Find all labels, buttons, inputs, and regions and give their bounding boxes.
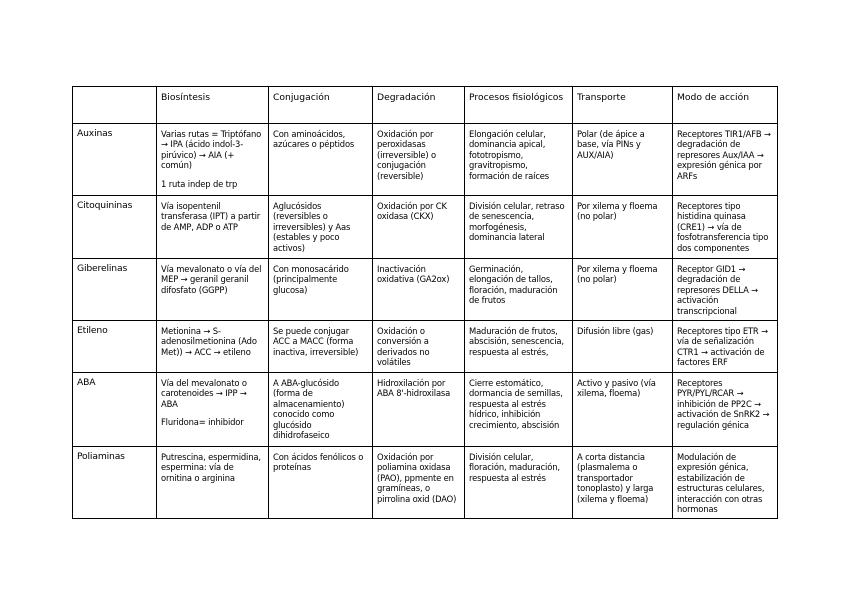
table-cell: Hidroxilación por ABA 8'-hidroxilasa xyxy=(373,373,465,447)
row-header-auxinas: Auxinas xyxy=(73,124,157,196)
table-cell: Inactivación oxidativa (GA2ox) xyxy=(373,259,465,321)
header-cell-transporte: Transporte xyxy=(573,87,673,124)
table-cell: Por xilema y floema (no polar) xyxy=(573,259,673,321)
header-cell-procesos: Procesos fisiológicos xyxy=(465,87,573,124)
table-cell: Polar (de ápice a base, vía PINs y AUX/AIA) xyxy=(573,124,673,196)
row-header-aba: ABA xyxy=(73,373,157,447)
header-cell-conjugacion: Conjugación xyxy=(269,87,373,124)
row-header-etileno: Etileno xyxy=(73,321,157,373)
cell-paragraph: Varias rutas = Triptófano → IPA (ácido indol-3-pirúvico) → AIA (+ común) xyxy=(161,129,262,171)
table-cell: Germinación, elongación de tallos, floración, maduración de frutos xyxy=(465,259,573,321)
table-cell: Oxidación por poliamina oxidasa (PAO), ppmente en gramíneas, o pirrolina oxid (DAO) xyxy=(373,447,465,519)
header-cell-biosintesis: Biosíntesis xyxy=(157,87,269,124)
table-cell: Difusión libre (gas) xyxy=(573,321,673,373)
table-cell xyxy=(157,373,269,447)
table-row xyxy=(73,259,778,321)
header-cell-degradacion: Degradación xyxy=(373,87,465,124)
table-cell: Cierre estomático, dormancia de semillas, respuesta al estrés hídrico, inhibición crecimiento, abscisión xyxy=(465,373,573,447)
table-cell: División celular, floración, maduración, respuesta al estrés xyxy=(465,447,573,519)
table-row xyxy=(73,196,778,259)
table-row xyxy=(73,373,778,447)
table-row xyxy=(73,447,778,519)
table-cell xyxy=(157,124,269,196)
cell-paragraph: Vía del mevalonato o carotenoides → IPP → ABA xyxy=(161,378,247,409)
cell-paragraph: 1 ruta indep de trp xyxy=(161,178,238,189)
hormone-comparison-table xyxy=(72,86,778,519)
table-cell: Receptores TIR1/AFB → degradación de represores Aux/IAA → expresión génica por ARFs xyxy=(673,124,778,196)
table-cell: Receptor GID1 → degradación de represores DELLA → activación transcripcional xyxy=(673,259,778,321)
row-header-giberelinas: Giberelinas xyxy=(73,259,157,321)
header-cell-empty xyxy=(73,87,157,124)
table-cell: Con monosacárido (principalmente glucosa) xyxy=(269,259,373,321)
table-cell: Metionina → S-adenosilmetionina (Ado Met)) → ACC → etileno xyxy=(157,321,269,373)
table-cell: Oxidación por CK oxidasa (CKX) xyxy=(373,196,465,259)
table-cell: Oxidación o conversión a derivados no volátiles xyxy=(373,321,465,373)
row-header-citoquininas: Citoquininas xyxy=(73,196,157,259)
table-cell: Activo y pasivo (vía xilema, floema) xyxy=(573,373,673,447)
table-row xyxy=(73,321,778,373)
table-cell: A ABA-glucósido (forma de almacenamiento) conocido como glucósido dihidrofaseico xyxy=(269,373,373,447)
table-cell: Aglucósidos (reversibles o irreversibles) y Aas (estables y poco activos) xyxy=(269,196,373,259)
header-row xyxy=(73,87,778,124)
table-cell: Modulación de expresión génica, estabilización de estructuras celulares, interacción con otras hormonas xyxy=(673,447,778,519)
table-cell: Putrescina, espermidina, espermina: vía de ornitina o arginina xyxy=(157,447,269,519)
table-cell: Vía mevalonato o vía del MEP → geranil geranil difosfato (GGPP) xyxy=(157,259,269,321)
table-cell: Con aminoácidos, azúcares o péptidos xyxy=(269,124,373,196)
table-cell: Por xilema y floema (no polar) xyxy=(573,196,673,259)
header-cell-modo-accion: Modo de acción xyxy=(673,87,778,124)
table-cell: Receptores PYR/PYL/RCAR → inhibición de PP2C → activación de SnRK2 → regulación génica xyxy=(673,373,778,447)
table-cell: Elongación celular, dominancia apical, fototropismo, gravitropismo, formación de raíces xyxy=(465,124,573,196)
table-cell: Vía isopentenil transferasa (IPT) a partir de AMP, ADP o ATP xyxy=(157,196,269,259)
cell-paragraph: Fluridona= inhibidor xyxy=(161,417,244,428)
table-cell: A corta distancia (plasmalema o transportador tonoplasto) y larga (xilema y floema) xyxy=(573,447,673,519)
table-cell: Receptores tipo histidina quinasa (CRE1) → vía de fosfotransferencia tipo dos componentes xyxy=(673,196,778,259)
table-cell: Se puede conjugar ACC a MACC (forma inactiva, irreversible) xyxy=(269,321,373,373)
table-cell: División celular, retraso de senescencia, morfogénesis, dominancia lateral xyxy=(465,196,573,259)
table-cell: Maduración de frutos, abscisión, senescencia, respuesta al estrés, xyxy=(465,321,573,373)
table-cell: Receptores tipo ETR → vía de señalización CTR1 → activación de factores ERF xyxy=(673,321,778,373)
table-cell: Con ácidos fenólicos o proteínas xyxy=(269,447,373,519)
row-header-poliaminas: Poliaminas xyxy=(73,447,157,519)
table-cell: Oxidación por peroxidasas (irreversible) o conjugación (reversible) xyxy=(373,124,465,196)
table-row xyxy=(73,124,778,196)
